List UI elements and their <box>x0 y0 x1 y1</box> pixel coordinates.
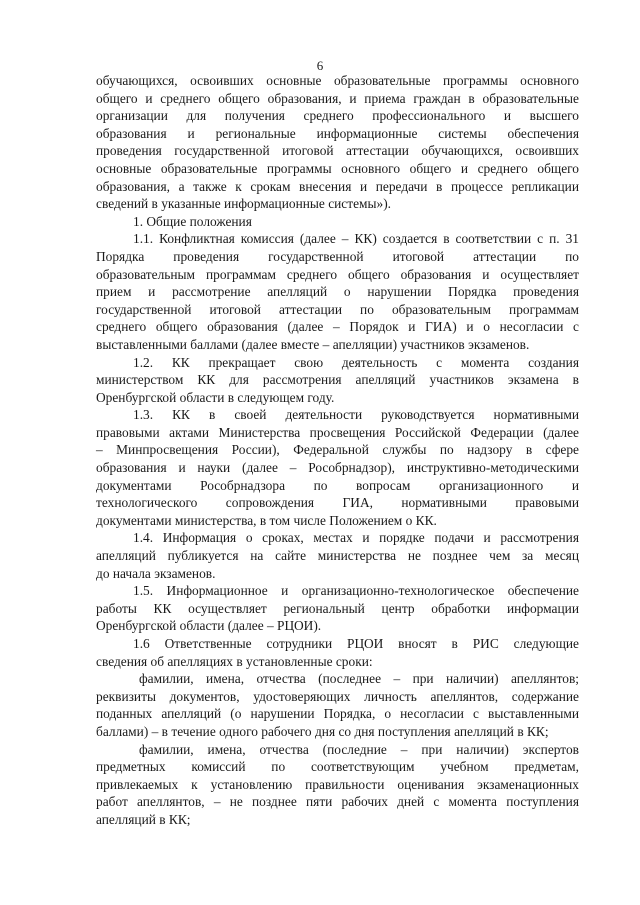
paragraph-p-1-5 <box>96 582 579 635</box>
paragraph-list-1 <box>96 670 579 740</box>
text-line: прием и рассмотрение апелляций о нарушении Порядка проведения <box>96 284 579 300</box>
text-line: 1.4. Информация о сроках, местах и порядке подачи и рассмотрения <box>133 530 579 546</box>
text-line: сведений в указанные информационные системы»). <box>96 196 392 212</box>
text-line: 1.3. КК в своей деятельности руководствуется нормативными <box>133 407 579 423</box>
text-line: 1.1. Конфликтная комиссия (далее – КК) создается в соответствии с п. 31 <box>133 231 579 247</box>
text-line: фамилии, имена, отчества (последнее – при наличии) апеллянтов; <box>139 671 579 687</box>
text-line: среднего общего образования (далее – Порядок и ГИА) и о несогласии с <box>96 319 579 335</box>
text-line: 1. Общие положения <box>133 213 252 229</box>
text-line: технологического сопровождения ГИА, нормативными правовыми <box>96 495 579 511</box>
document-body <box>96 72 579 829</box>
text-line: 1.6 Ответственные сотрудники РЦОИ вносят в РИС следующие <box>133 636 579 651</box>
text-line: предметных комиссий по соответствующим учебном предметам, <box>96 759 579 775</box>
paragraph-p-1-4 <box>96 529 579 582</box>
text-line: привлекаемых к установлению правильности оценивания экзаменационных <box>96 776 579 792</box>
text-line: выставленными баллами (далее вместе – апелляции) участников экзаменов. <box>96 336 530 352</box>
text-line: до начала экзаменов. <box>96 565 216 581</box>
text-line: – Минпросвещения России), Федеральной службы по надзору в сфере <box>96 442 579 458</box>
text-line: государственной итоговой аттестации по образовательным программам <box>96 301 579 317</box>
text-line: образования, а также к срокам внесения и передачи в процессе репликации <box>96 178 579 194</box>
text-line: сведения об апелляциях в установленные сроки: <box>96 653 373 669</box>
text-line: документами министерства, в том числе Положением о КК. <box>96 512 437 528</box>
paragraph-section-1-heading <box>96 213 579 231</box>
text-line: проведения государственной итоговой аттестации обучающихся, освоивших <box>96 143 579 159</box>
text-line: апелляций публикуется на сайте министерства не позднее чем за месяц <box>96 548 579 564</box>
paragraph-intro <box>96 72 579 213</box>
paragraph-list-2 <box>96 741 579 829</box>
text-line: организации для получения среднего профессионального и высшего <box>96 108 579 124</box>
text-line: реквизиты документов, удостоверяющих личность апеллянтов, содержание <box>96 688 579 704</box>
text-line: поданных апелляций (о нарушении Порядка, о несогласии с выставленными <box>96 706 579 722</box>
text-line: апелляций в КК; <box>96 811 191 827</box>
text-line: образования и науки (далее – Рособрнадзор), инструктивно-методическими <box>96 460 579 476</box>
text-line: 1.2. КК прекращает свою деятельность с момента создания <box>133 354 579 370</box>
text-line: правовыми актами Министерства просвещения Российской Федерации (далее <box>96 424 579 440</box>
text-line: 1.5. Информационное и организационно-технологическое обеспечение <box>133 583 579 599</box>
text-line: образовательным программам среднего общего образования и осуществляет <box>96 266 579 282</box>
text-line: Оренбургской области (далее – РЦОИ). <box>96 618 322 634</box>
paragraph-p-1-2 <box>96 354 579 407</box>
page-number: 6 <box>316 58 324 73</box>
text-line: Порядка проведения государственной итоговой аттестации по <box>96 248 579 264</box>
paragraph-p-1-3 <box>96 406 579 529</box>
text-line: Оренбургской области в следующем году. <box>96 389 335 405</box>
text-line: обучающихся, освоивших основные образовательные программы основного <box>96 73 579 88</box>
text-line: работы КК осуществляет региональный центр обработки информации <box>96 600 579 616</box>
paragraph-p-1-1 <box>96 230 579 353</box>
text-line: документами Рособрнадзора по вопросам организационного и <box>96 477 579 493</box>
text-line: работ апеллянтов, – не позднее пяти рабочих дней с момента поступления <box>96 794 579 810</box>
text-line: общего и среднего общего образования, и приема граждан в образовательные <box>96 90 579 106</box>
text-line: образования и региональные информационные системы обеспечения <box>96 125 579 141</box>
text-line: фамилии, имена, отчества (последние – при наличии) экспертов <box>139 741 579 757</box>
text-line: министерством КК для рассмотрения апелляций участников экзамена в <box>96 372 579 388</box>
text-line: основные образовательные программы основного общего и среднего общего <box>96 160 579 176</box>
text-line: баллами) – в течение одного рабочего дня со дня поступления апелляций в КК; <box>96 723 549 739</box>
paragraph-p-1-6 <box>96 635 579 670</box>
